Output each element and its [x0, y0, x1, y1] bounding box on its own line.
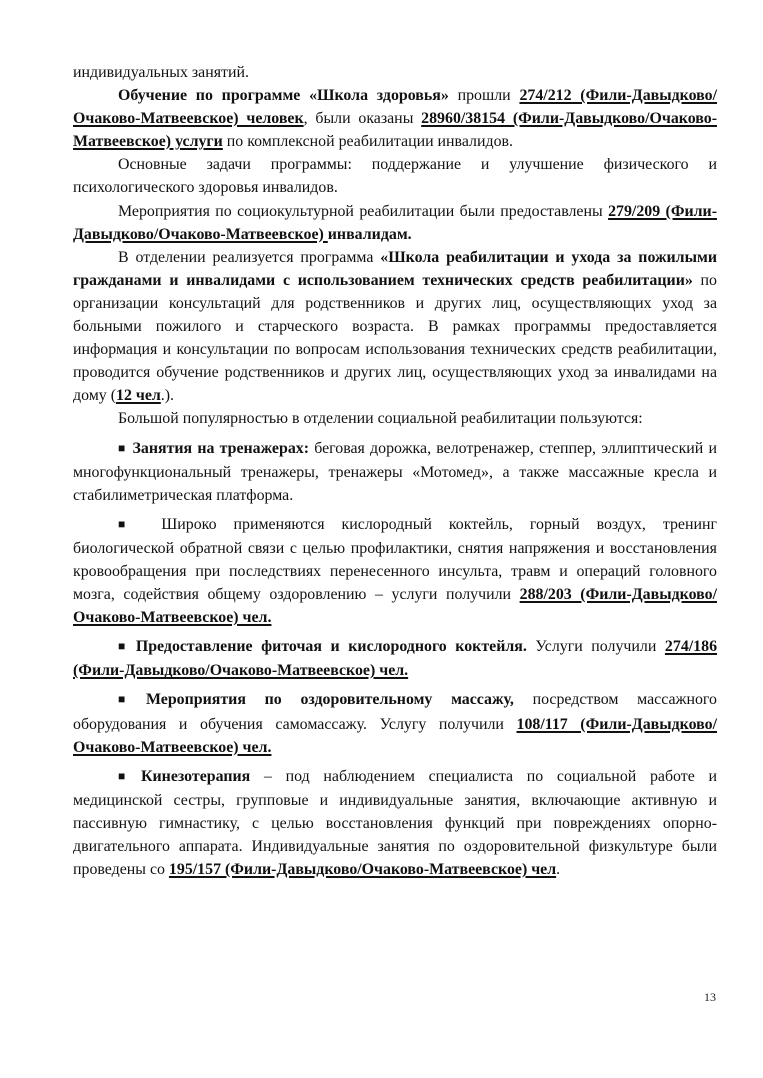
- list-item-oxygen: [73, 513, 717, 629]
- bold-underlined-text: 108/117 (Фили-Давыдково/Очаково-Матвеевское) чел.: [73, 715, 717, 756]
- page-number: 13: [704, 990, 716, 1004]
- text: , были оказаны: [303, 110, 422, 128]
- bold-underlined-text: 195/157 (Фили-Давыдково/Очаково-Матвеевское) чел: [168, 861, 557, 879]
- document-body: [73, 61, 717, 881]
- text: – под наблюдением специалиста по социальной работе и медицинской сестры, групповые и индивидуальные занятия, включающие активную и пассивную гимнастику, с целью восстановления функций при повреждениях опорно-двигательного аппарата. Индивидуальные занятия по оздоровительной физкультуре были проведены со: [73, 767, 717, 879]
- bold-text: Мероприятия по оздоровительному массажу,: [146, 691, 514, 709]
- bold-text: Предоставление фиточая и кислородного коктейля.: [135, 638, 527, 656]
- text: прошли: [448, 87, 520, 105]
- bullet-icon: ■: [118, 768, 135, 783]
- text: Услуги получили: [526, 638, 665, 656]
- bold-text: инвалидам.: [327, 225, 412, 243]
- list-item-massage: [73, 688, 717, 758]
- paragraph-program-goals: [73, 153, 717, 199]
- bold-text: Кинезотерапия: [140, 767, 251, 785]
- text: по комплексной реабилитации инвалидов.: [222, 133, 513, 151]
- bold-underlined-text: 12 чел: [116, 387, 161, 405]
- paragraph-popular-services: [73, 407, 717, 430]
- paragraph-rehab-school: [73, 246, 717, 408]
- bullet-icon: ■: [118, 692, 140, 707]
- list-item-trainers: [73, 437, 717, 507]
- paragraph-health-school: [73, 84, 717, 153]
- text: беговая дорожка, велотренажер, степпер, эллиптический и многофункциональный тренажеры, тренажеры «Мотомед», а также массажные кресла и стабилиметрическая платформа.: [73, 439, 717, 504]
- paragraph-sociocultural: [73, 200, 717, 246]
- bold-underlined-text: 288/203 (Фили-Давыдково/Очаково-Матвеевское) чел.: [73, 586, 717, 627]
- text: Широко применяются кислородный коктейль, горный воздух, тренинг биологической обратной связи с целью профилактики, снятия напряжения и восстановления кровообращения при последствиях перенесенного инсульта, травм и операций головного мозга, содействия общему оздоровлению – услуги получили: [73, 515, 717, 604]
- bold-text: Занятия на тренажерах:: [132, 439, 309, 457]
- text: .: [556, 861, 561, 879]
- bullet-icon: ■: [118, 440, 127, 455]
- text: Основные задачи программы: поддержание и улучшение физического и психологического здоровья инвалидов.: [73, 156, 717, 197]
- bold-underlined-text: 274/186 (Фили-Давыдково/Очаково-Матвеевское) чел.: [73, 638, 718, 680]
- text: .).: [160, 387, 175, 405]
- bullet-icon: ■: [118, 639, 130, 654]
- text: В отделении реализуется программа: [118, 248, 381, 266]
- list-item-phytotea: [73, 635, 717, 682]
- bold-underlined-text: 28960/38154 (Фили-Давыдково/Очаково-Матвеевское) услуги: [73, 110, 717, 151]
- text: индивидуальных занятий.: [73, 64, 249, 81]
- text: по организации консультаций для родственников и других лиц, осуществляющих уход за больными пожилого и старческого возраста. В рамках программы предоставляется информация и консультации по вопросам использования технических средств реабилитации, проводится обучение родственников и других лиц, осуществляющих уход за инвалидами на дому (: [73, 271, 717, 405]
- text: посредством массажного оборудования и обучения самомассажу. Услугу получили: [73, 691, 717, 733]
- bullet-icon: ■: [118, 516, 139, 531]
- bold-text: «Школа реабилитации и ухода за пожилыми гражданами и инвалидами с использованием технических средств реабилитации»: [73, 248, 717, 289]
- bold-underlined-text: 279/209 (Фили-Давыдково/Очаково-Матвеевское): [73, 202, 717, 243]
- bold-underlined-text: 274/212 (Фили-Давыдково/Очаково-Матвеевское) человек: [73, 87, 717, 128]
- bold-text: Обучение по программе «Школа здоровья»: [118, 87, 449, 105]
- text: Большой популярностью в отделении социальной реабилитации пользуются:: [118, 410, 643, 428]
- text: Мероприятия по социокультурной реабилитации были предоставлены: [118, 202, 609, 220]
- paragraph-continuation: [73, 61, 717, 84]
- list-item-kinesiotherapy: [73, 765, 717, 881]
